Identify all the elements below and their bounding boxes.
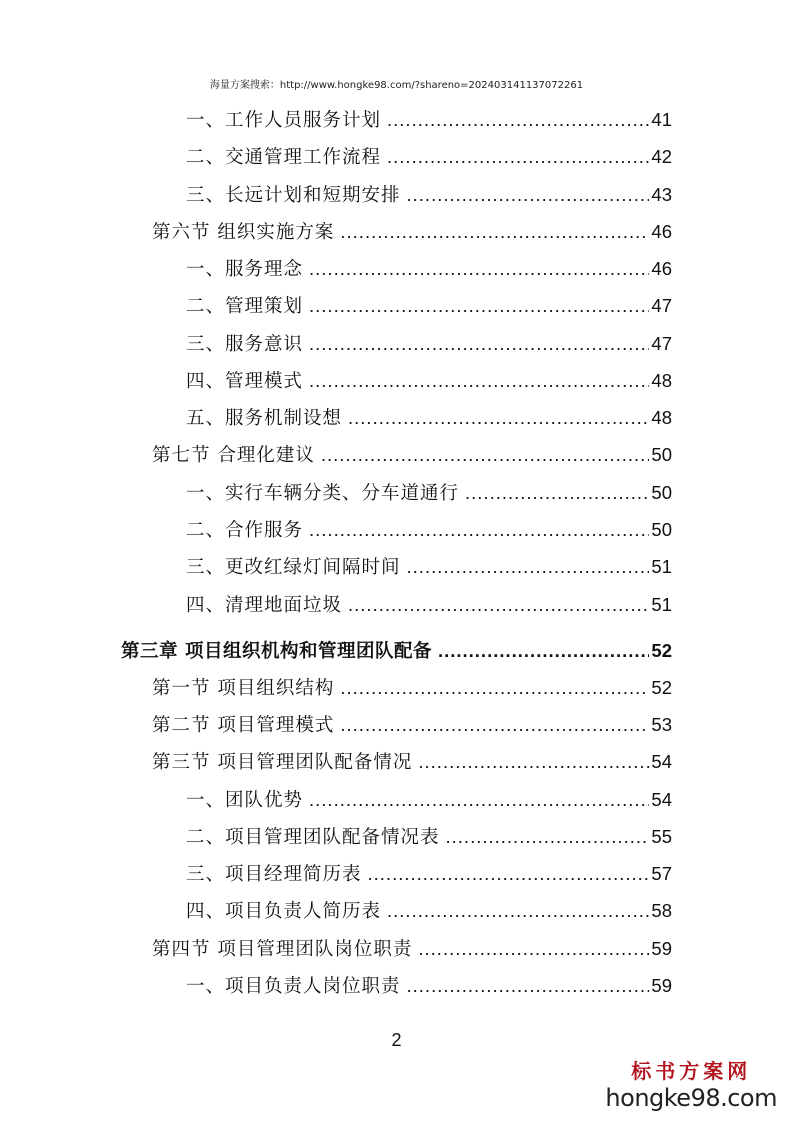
toc-entry-label: 一、服务理念 xyxy=(186,259,304,280)
toc-entry[interactable] xyxy=(186,479,672,509)
toc-entry[interactable] xyxy=(152,748,672,778)
toc-entry-page: 59 xyxy=(651,975,672,996)
toc-entry-page: 47 xyxy=(651,333,672,354)
toc-entry-label: 第二节 项目管理模式 xyxy=(152,715,335,736)
toc-entry-page: 43 xyxy=(651,184,672,205)
toc-entry-page: 50 xyxy=(651,482,672,503)
toc-entry[interactable] xyxy=(152,441,672,471)
toc-entry-label: 三、更改红绿灯间隔时间 xyxy=(186,557,401,578)
toc-leader-dots xyxy=(309,258,649,280)
toc-entry-label: 一、团队优势 xyxy=(186,790,304,811)
toc-entry-label: 一、工作人员服务计划 xyxy=(186,110,382,131)
toc-leader-dots xyxy=(348,407,649,429)
toc-entry-page: 48 xyxy=(651,407,672,428)
toc-entry-page: 42 xyxy=(651,146,672,167)
toc-entry[interactable] xyxy=(186,143,672,173)
toc-entry[interactable] xyxy=(186,404,672,434)
toc-leader-dots xyxy=(340,221,649,243)
toc-entry-page: 48 xyxy=(651,370,672,391)
toc-entry-label: 三、服务意识 xyxy=(186,334,304,355)
toc-entry[interactable] xyxy=(186,181,672,211)
toc-entry[interactable] xyxy=(152,711,672,741)
toc-entry-page: 59 xyxy=(651,938,672,959)
toc-entry[interactable] xyxy=(186,786,672,816)
toc-leader-dots xyxy=(340,677,649,699)
toc-entry-page: 57 xyxy=(651,863,672,884)
toc-entry-label: 二、合作服务 xyxy=(186,520,304,541)
toc-entry[interactable] xyxy=(186,292,672,322)
toc-entry[interactable] xyxy=(186,330,672,360)
toc-entry-page: 41 xyxy=(651,109,672,130)
toc-entry[interactable] xyxy=(186,591,672,621)
toc-leader-dots xyxy=(309,370,649,392)
toc-entry[interactable] xyxy=(186,860,672,890)
toc-entry-page: 51 xyxy=(651,556,672,577)
toc-leader-dots xyxy=(465,482,649,504)
toc-entry-label: 第三节 项目管理团队配备情况 xyxy=(152,752,413,773)
toc-entry-label: 三、项目经理简历表 xyxy=(186,864,362,885)
toc-leader-dots xyxy=(407,184,650,206)
toc-leader-dots xyxy=(387,146,649,168)
toc-entry-label: 四、清理地面垃圾 xyxy=(186,595,343,616)
toc-entry[interactable] xyxy=(186,823,672,853)
toc-entry-page: 53 xyxy=(651,714,672,735)
toc-leader-dots xyxy=(387,900,649,922)
toc-entry[interactable] xyxy=(186,553,672,583)
toc-leader-dots xyxy=(446,826,650,848)
toc-entry[interactable] xyxy=(186,367,672,397)
toc-entry-label: 二、管理策划 xyxy=(186,296,304,317)
toc-leader-dots xyxy=(348,594,649,616)
toc-entry-page: 55 xyxy=(651,826,672,847)
toc-entry-label: 第三章 项目组织机构和管理团队配备 xyxy=(121,641,432,662)
toc-entry[interactable] xyxy=(186,972,672,1002)
toc-entry-label: 二、交通管理工作流程 xyxy=(186,147,382,168)
watermark-cn: 标书方案网 xyxy=(631,1059,752,1083)
watermark-logo xyxy=(605,1055,777,1112)
toc-entry-page: 52 xyxy=(651,640,672,661)
toc-entry-label: 二、项目管理团队配备情况表 xyxy=(186,827,440,848)
toc-entry-label: 第一节 项目组织结构 xyxy=(152,678,335,699)
watermark-en: hongke98.com xyxy=(605,1084,777,1112)
toc-entry[interactable] xyxy=(186,897,672,927)
toc-entry[interactable] xyxy=(121,637,672,667)
toc-entry-label: 一、项目负责人岗位职责 xyxy=(186,976,401,997)
toc-entry[interactable] xyxy=(186,255,672,285)
toc-entry-label: 第六节 组织实施方案 xyxy=(152,222,335,243)
toc-entry-page: 54 xyxy=(651,789,672,810)
toc-leader-dots xyxy=(309,519,649,541)
toc-leader-dots xyxy=(309,333,649,355)
toc-entry-page: 46 xyxy=(651,221,672,242)
toc-leader-dots xyxy=(321,444,650,466)
toc-entry-page: 51 xyxy=(651,594,672,615)
toc-entry-page: 54 xyxy=(651,751,672,772)
toc-leader-dots xyxy=(340,714,649,736)
toc-entry[interactable] xyxy=(186,516,672,546)
toc-leader-dots xyxy=(368,863,650,885)
toc-entry-page: 47 xyxy=(651,295,672,316)
toc-leader-dots xyxy=(407,975,650,997)
toc-entry-page: 58 xyxy=(651,900,672,921)
toc-entry-label: 第七节 合理化建议 xyxy=(152,445,315,466)
toc-entry[interactable] xyxy=(152,935,672,965)
page-header: 海量方案搜索：http://www.hongke98.com/?shareno=202403141137072261 xyxy=(209,80,584,91)
toc-leader-dots xyxy=(309,295,649,317)
toc-entry-label: 四、管理模式 xyxy=(186,371,304,392)
toc-entry-label: 四、项目负责人简历表 xyxy=(186,901,382,922)
toc-entry-label: 三、长远计划和短期安排 xyxy=(186,185,401,206)
toc-entry-page: 52 xyxy=(651,677,672,698)
toc-entry[interactable] xyxy=(152,674,672,704)
toc-leader-dots xyxy=(407,556,650,578)
toc-leader-dots xyxy=(418,938,649,960)
toc-entry-label: 一、实行车辆分类、分车道通行 xyxy=(186,483,460,504)
toc-leader-dots xyxy=(418,751,649,773)
toc-entry-page: 50 xyxy=(651,444,672,465)
toc-entry-page: 50 xyxy=(651,519,672,540)
toc-leader-dots xyxy=(438,640,649,662)
toc-entry[interactable] xyxy=(186,106,672,136)
toc-entry-page: 46 xyxy=(651,258,672,279)
toc-entry[interactable] xyxy=(152,218,672,248)
toc-leader-dots xyxy=(387,109,649,131)
toc-leader-dots xyxy=(309,789,649,811)
toc-entry-label: 五、服务机制设想 xyxy=(186,408,343,429)
toc-entry-label: 第四节 项目管理团队岗位职责 xyxy=(152,939,413,960)
page-number: 2 xyxy=(391,1030,402,1050)
